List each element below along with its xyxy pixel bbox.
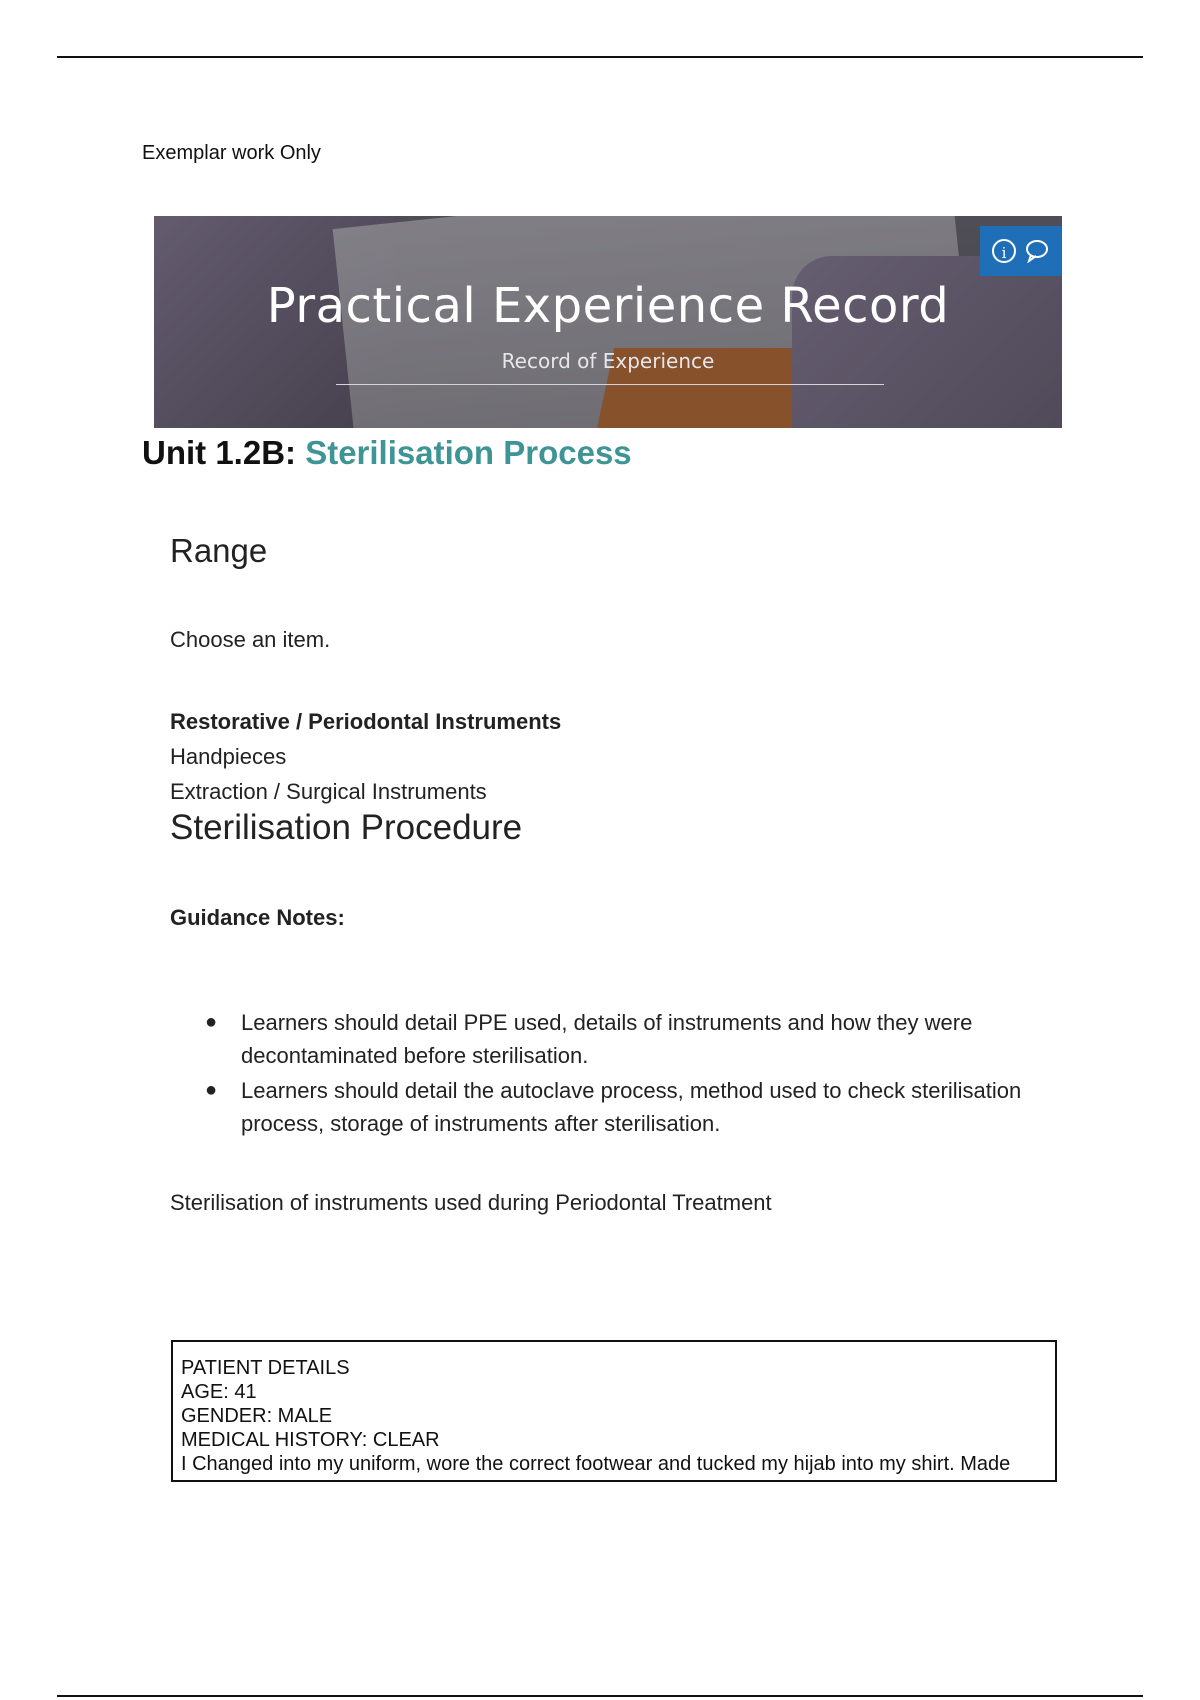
guidance-text: Learners should detail the autoclave process, method used to check sterilisation process, storage of instruments after sterilisation.	[241, 1078, 1022, 1136]
procedure-heading: Sterilisation Procedure	[170, 808, 523, 847]
banner-divider	[336, 384, 884, 385]
banner-icon-group	[980, 226, 1062, 276]
patient-line: PATIENT DETAILS	[181, 1357, 350, 1379]
list-item	[205, 1006, 1065, 1072]
bottom-rule	[57, 1695, 1143, 1697]
choose-item-dropdown[interactable]: Choose an item.	[170, 627, 331, 652]
range-item-restorative[interactable]: Restorative / Periodontal Instruments	[170, 709, 562, 734]
range-item-handpieces[interactable]: Handpieces	[170, 744, 287, 769]
patient-line: I Changed into my uniform, wore the correct footwear and tucked my hijab into my shirt. Made	[181, 1453, 1011, 1475]
unit-code: Unit 1.2B:	[142, 434, 297, 471]
unit-name: Sterilisation Process	[305, 434, 632, 471]
banner-subtitle: Record of Experience	[501, 349, 715, 373]
banner-title: Practical Experience Record	[266, 278, 950, 334]
comment-icon[interactable]	[1024, 239, 1050, 263]
banner	[154, 216, 1062, 428]
range-list	[170, 704, 561, 809]
range-item-extraction[interactable]: Extraction / Surgical Instruments	[170, 779, 487, 804]
exemplar-label: Exemplar work Only	[142, 142, 321, 164]
guidance-label: Guidance Notes:	[170, 905, 345, 930]
bullet-icon: ●	[205, 1079, 218, 1101]
patient-line: MEDICAL HISTORY: CLEAR	[181, 1429, 440, 1451]
sterilisation-text: Sterilisation of instruments used during Periodontal Treatment	[170, 1190, 772, 1215]
patient-details-textbox[interactable]	[171, 1340, 1057, 1482]
patient-line: AGE: 41	[181, 1381, 257, 1403]
patient-line: GENDER: MALE	[181, 1405, 333, 1427]
range-heading: Range	[170, 532, 268, 569]
list-item	[205, 1074, 1065, 1140]
bullet-icon: ●	[205, 1011, 218, 1033]
guidance-list	[205, 1006, 1065, 1142]
info-icon[interactable]: i	[992, 239, 1016, 263]
unit-heading	[142, 434, 632, 472]
top-rule	[57, 56, 1143, 58]
guidance-text: Learners should detail PPE used, details of instruments and how they were decontaminated before sterilisation.	[241, 1010, 973, 1068]
